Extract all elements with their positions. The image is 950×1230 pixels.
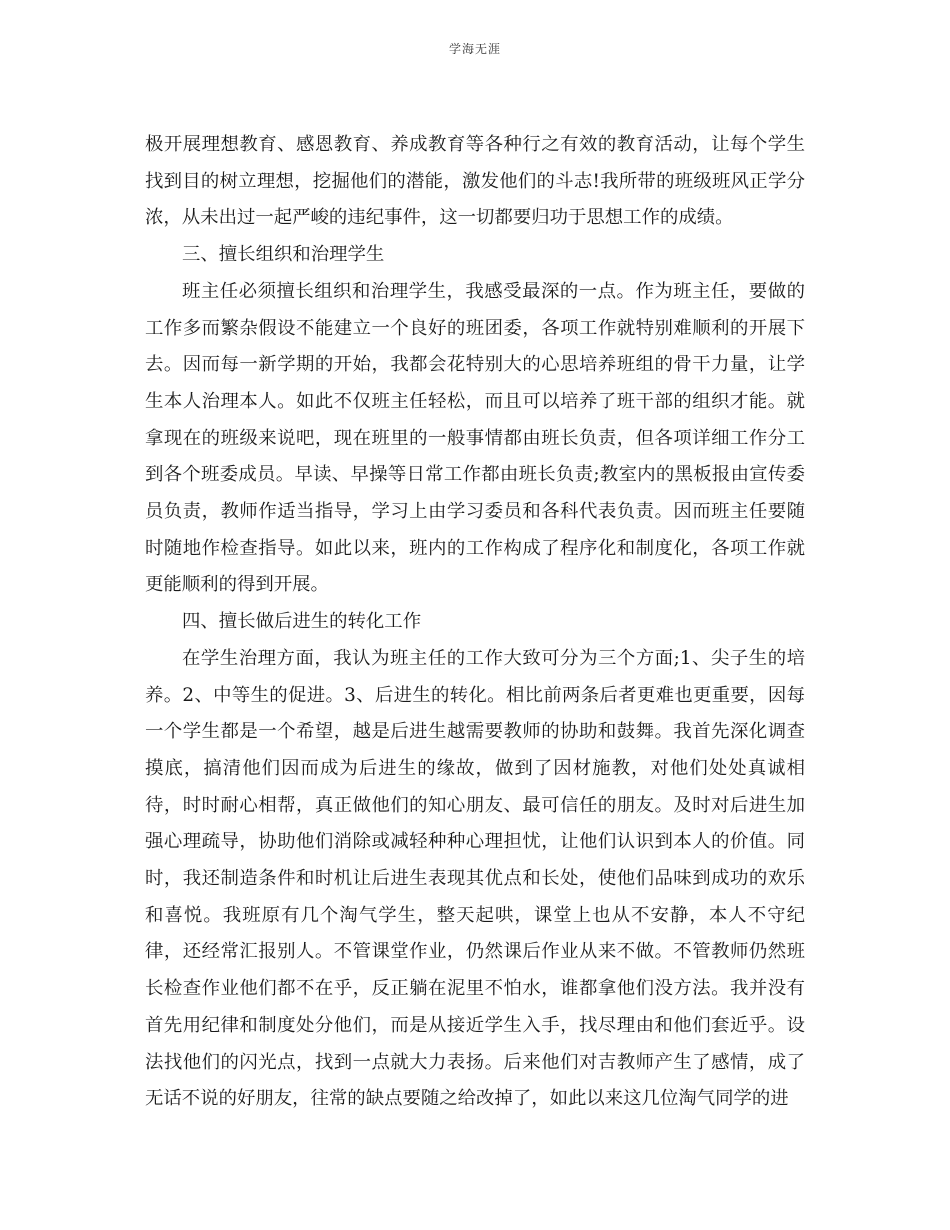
paragraph-organize: 班主任必须擅长组织和治理学生，我感受最深的一点。作为班主任，要做的工作多而繁杂假设不能建立一个良好的班团委，各项工作就特别难顺利的开展下去。因而每一新学期的开始，我都会花特别大的心思培养班组的骨干力量，让学生本人治理本人。如此不仅班主任轻松，而且可以培养了班干部的组织才能。就拿现在的班级来说吧，现在班里的一般事情都由班长负责，但各项详细工作分工到各个班委成员。早读、早操等日常工作都由班长负责;教室内的黑板报由宣传委员负责，教师作适当指导，学习上由学习委员和各科代表负责。因而班主任要随时随地作检查指导。如此以来，班内的工作构成了程序化和制度化，各项工作就更能顺利的得到开展。 — [145, 280, 805, 596]
paragraph-intro: 极开展理想教育、感恩教育、养成教育等各种行之有效的教育活动，让每个学生找到目的树立理想，挖掘他们的潜能，激发他们的斗志!我所带的班级班风正学分浓，从未出过一起严峻的违纪事件，这一切都要归功于思想工作的成绩。 — [145, 134, 805, 229]
section-heading-4: 四、擅长做后进生的转化工作 — [182, 611, 422, 633]
paragraph-transform: 在学生治理方面，我认为班主任的工作大致可分为三个方面;1、尖子生的培养。2、中等生的促进。3、后进生的转化。相比前两条后者更难也更重要，因每一个学生都是一个希望，越是后进生越需要教师的协助和鼓舞。我首先深化调查摸底，搞清他们因而成为后进生的缘故，做到了因材施教，对他们处处真诚相待，时时耐心相帮，真正做他们的知心朋友、最可信任的朋友。及时对后进生加强心理疏导，协助他们消除或减轻种种心理担忧，让他们认识到本人的价值。同时，我还制造条件和时机让后进生表现其优点和长处，使他们品味到成功的欢乐和喜悦。我班原有几个淘气学生，整天起哄，课堂上也从不安静，本人不守纪律，还经常汇报别人。不管课堂作业，仍然课后作业从来不做。不管教师仍然班长检查作业他们都不在乎，反正躺在泥里不怕水，谁都拿他们没方法。我并没有首先用纪律和制度处分他们，而是从接近学生入手，找尽理由和他们套近乎。设法找他们的闪光点，找到一点就大力表扬。后来他们对吉教师产生了感情，成了无话不说的好朋友，往常的缺点要随之给改掉了，如此以来这几位淘气同学的进 — [145, 647, 805, 1110]
section-heading-3: 三、擅长组织和治理学生 — [182, 244, 385, 266]
page-header: 学海无涯 — [448, 42, 501, 56]
document-body — [145, 127, 805, 1118]
